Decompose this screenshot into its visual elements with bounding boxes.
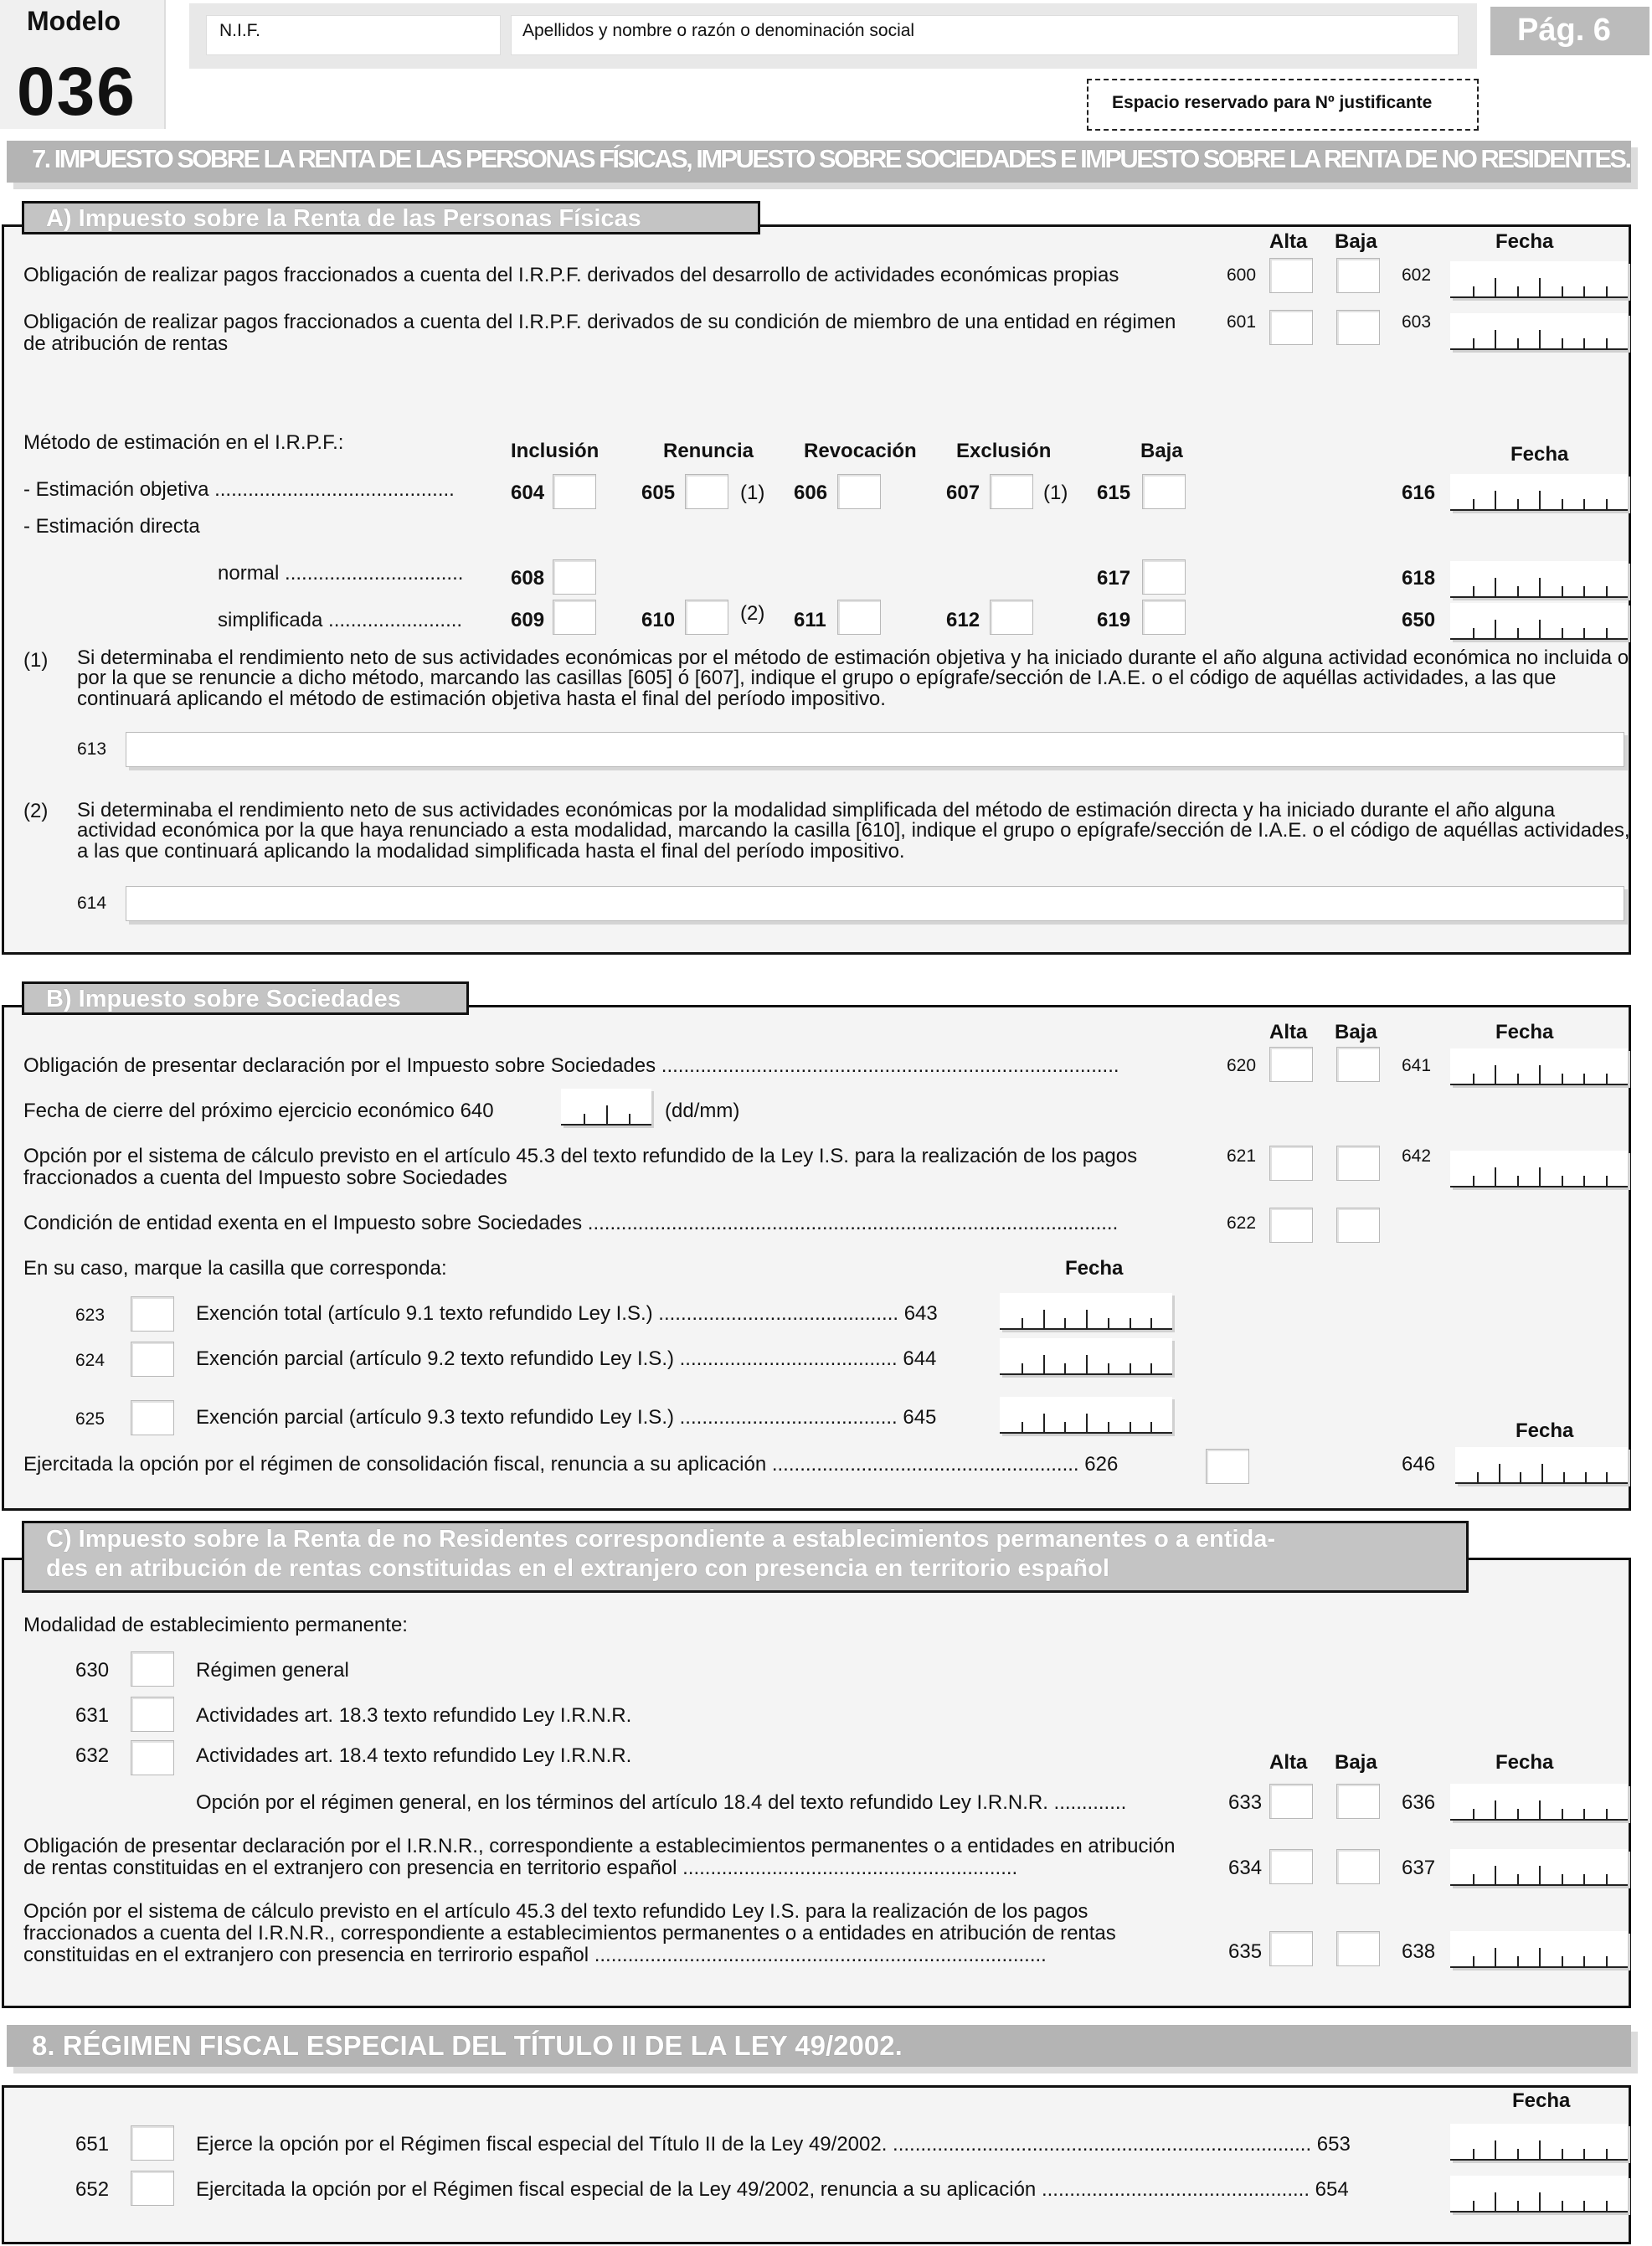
date-field-603[interactable] xyxy=(1450,313,1628,350)
date-tick xyxy=(1562,1809,1563,1819)
date-tick xyxy=(1539,278,1541,296)
directa-label: - Estimación directa xyxy=(23,515,200,538)
note-ref-605: (1) xyxy=(740,482,765,504)
revocacion-header: Revocación xyxy=(804,440,917,462)
date-tick xyxy=(1562,1176,1563,1186)
date-tick xyxy=(1606,1074,1608,1084)
code-642: 642 xyxy=(1402,1146,1432,1166)
date-tick xyxy=(1473,499,1474,509)
date-tick xyxy=(1606,2149,1608,2159)
date-tick xyxy=(1517,1874,1519,1884)
date-tick xyxy=(1583,628,1585,638)
checkbox-baja-633[interactable] xyxy=(1336,1784,1380,1819)
a-row1-text: Obligación de realizar pagos fraccionados a cuenta del I.R.P.F. derivados del desarrollo de actividades económicas propias xyxy=(23,264,1119,286)
code-618: 618 xyxy=(1402,567,1436,590)
b-fecha-exencion-header: Fecha xyxy=(1065,1257,1124,1280)
checkbox-624[interactable] xyxy=(131,1342,174,1377)
code-622: 622 xyxy=(1227,1213,1257,1233)
code-630: 630 xyxy=(75,1659,110,1682)
exclusion-header: Exclusión xyxy=(956,440,1052,462)
exencion-total-text: Exención total (artículo 9.1 texto refundido Ley I.S.) ........................................... 643 xyxy=(196,1302,938,1325)
alta-header: Alta xyxy=(1269,230,1308,253)
date-tick xyxy=(1495,578,1496,596)
checkbox-baja-620[interactable] xyxy=(1336,1047,1380,1082)
date-tick xyxy=(1562,1874,1563,1884)
date-tick xyxy=(1606,2201,1608,2211)
code-636: 636 xyxy=(1402,1791,1436,1814)
date-field-637[interactable] xyxy=(1450,1849,1628,1886)
checkbox-608[interactable] xyxy=(553,559,596,595)
code-612: 612 xyxy=(946,609,980,631)
date-tick xyxy=(1064,1363,1066,1373)
date-tick xyxy=(1585,1472,1587,1482)
date-tick xyxy=(1562,286,1563,296)
code-600: 600 xyxy=(1227,265,1257,285)
checkbox-605[interactable] xyxy=(685,474,728,509)
checkbox-604[interactable] xyxy=(553,474,596,509)
date-tick xyxy=(1473,2149,1474,2159)
code-633: 633 xyxy=(1228,1791,1263,1814)
date-field-602[interactable] xyxy=(1450,261,1628,298)
date-tick xyxy=(1473,286,1474,296)
date-field-642[interactable] xyxy=(1450,1151,1628,1187)
b-fecha-consolidacion-header: Fecha xyxy=(1516,1419,1574,1442)
date-tick xyxy=(1539,1800,1541,1819)
checkbox-607[interactable] xyxy=(990,474,1033,509)
code-637: 637 xyxy=(1402,1857,1436,1879)
date-field-645[interactable] xyxy=(1000,1397,1172,1434)
code-609: 609 xyxy=(511,609,545,631)
baja-method-header: Baja xyxy=(1140,440,1183,462)
checkbox-baja-601[interactable] xyxy=(1336,310,1380,345)
date-tick xyxy=(1064,1422,1066,1432)
marque-label: En su caso, marque la casilla que corresponda: xyxy=(23,1257,447,1280)
checkbox-615[interactable] xyxy=(1142,474,1186,509)
code-635: 635 xyxy=(1228,1940,1263,1963)
code-610: 610 xyxy=(641,609,676,631)
date-tick xyxy=(1517,2149,1519,2159)
date-tick xyxy=(1517,586,1519,596)
date-tick xyxy=(629,1114,630,1124)
date-tick xyxy=(1022,1318,1023,1328)
code-604: 604 xyxy=(511,482,545,504)
model-number: 036 xyxy=(17,54,136,130)
date-tick xyxy=(1520,1472,1521,1482)
b-alta-header: Alta xyxy=(1269,1021,1308,1043)
code-651: 651 xyxy=(75,2133,110,2156)
date-tick xyxy=(1495,1800,1496,1819)
note-ref-607: (1) xyxy=(1043,482,1068,504)
date-tick xyxy=(1606,628,1608,638)
date-tick xyxy=(1130,1363,1131,1373)
date-field-654[interactable] xyxy=(1450,2176,1628,2213)
b-fecha-header: Fecha xyxy=(1495,1021,1554,1043)
date-tick xyxy=(1495,1866,1496,1884)
checkbox-609[interactable] xyxy=(553,600,596,635)
c-fecha-header: Fecha xyxy=(1495,1751,1554,1774)
checkbox-634[interactable] xyxy=(1269,1849,1313,1884)
date-tick xyxy=(1539,2192,1541,2211)
date-tick xyxy=(1130,1318,1131,1328)
code-652: 652 xyxy=(75,2178,110,2201)
checkbox-619[interactable] xyxy=(1142,600,1186,635)
date-tick xyxy=(1086,1355,1088,1373)
checkbox-611[interactable] xyxy=(837,600,881,635)
r652-text: Ejercitada la opción por el Régimen fiscal especial de la Ley 49/2002, renuncia a su aplicación ................................................ 654 xyxy=(196,2178,1349,2201)
date-tick xyxy=(1539,578,1541,596)
b-row1-text: Obligación de presentar declaración por el Impuesto sobre Sociedades .................................................................................. xyxy=(23,1054,1119,1077)
note-1-text: Si determinaba el rendimiento neto de sus actividades económicas por el método de estimación objetiva y ha iniciado durante el año alguna actividad económica no incluida o por la que se renuncie a dicho método, marcando las casillas [605] ó [607], indique el grupo o epígrafe/sección de I.A.E. o el código de aquéllas actividades, a las que continuará aplicando el método de estimación objetiva hasta el final del período impositivo. xyxy=(77,646,1629,710)
code-631: 631 xyxy=(75,1704,110,1727)
note-1-marker: (1) xyxy=(23,649,49,672)
date-tick xyxy=(1495,620,1496,638)
checkbox-baja-635[interactable] xyxy=(1336,1931,1380,1966)
date-tick xyxy=(1562,1956,1563,1966)
date-tick xyxy=(1064,1318,1066,1328)
actividades-183-label: Actividades art. 18.3 texto refundido Ley I.R.N.R. xyxy=(196,1704,632,1727)
date-tick xyxy=(1606,499,1608,509)
code-606: 606 xyxy=(794,482,828,504)
date-tick xyxy=(1539,2140,1541,2159)
note-2-text: Si determinaba el rendimiento neto de sus actividades económicas por la modalidad simplificada del método de estimación directa y ha iniciado durante el año alguna actividad económica por la que haya renunciado a esta modalidad, marcando la casilla [610], indique el grupo o epígrafe/sección de I.A.E. o el código de aquéllas actividades, a las que continuará aplicando la modalidad simplificada hasta el final del período impositivo. xyxy=(77,799,1630,863)
date-tick xyxy=(1562,2201,1563,2211)
exencion-parcial-93-text: Exención parcial (artículo 9.3 texto refundido Ley I.S.) ....................................... 645 xyxy=(196,1406,937,1429)
date-tick xyxy=(1473,628,1474,638)
date-tick xyxy=(1606,286,1608,296)
code-607: 607 xyxy=(946,482,980,504)
b-row2-text: Fecha de cierre del próximo ejercicio económico 640 xyxy=(23,1100,494,1122)
exencion-parcial-92-text: Exención parcial (artículo 9.2 texto refundido Ley I.S.) ....................................... 644 xyxy=(196,1347,937,1370)
date-tick xyxy=(1043,1310,1045,1328)
date-tick xyxy=(1517,1176,1519,1186)
date-field-636[interactable] xyxy=(1450,1784,1628,1821)
date-tick xyxy=(1473,1956,1474,1966)
section-c-tab xyxy=(22,1521,1469,1593)
date-tick xyxy=(1606,586,1608,596)
b-baja-header: Baja xyxy=(1335,1021,1377,1043)
c-calculo-text: Opción por el sistema de cálculo previsto en el artículo 45.3 del texto refundido Ley I.S. para la realización de los pagos fraccionados a cuenta del I.R.N.R., correspondiente a establecimientos permanentes o a entidades en atribución de rentas constituidas en el extranjero con presencia en terrirorio español ................................................................................. xyxy=(23,1900,1116,1966)
checkbox-baja-622[interactable] xyxy=(1336,1208,1380,1243)
date-tick xyxy=(1606,1874,1608,1884)
code-625: 625 xyxy=(75,1409,106,1429)
a-row2-text: Obligación de realizar pagos fraccionados a cuenta del I.R.P.F. derivados de su condición de miembro de una entidad en régimen de atribución de rentas xyxy=(23,311,1176,355)
nif-label: N.I.F. xyxy=(219,21,261,40)
date-tick xyxy=(1606,1809,1608,1819)
checkbox-baja-621[interactable] xyxy=(1336,1146,1380,1181)
date-tick xyxy=(1473,1074,1474,1084)
date-tick xyxy=(1108,1363,1109,1373)
date-tick xyxy=(1086,1414,1088,1432)
date-tick xyxy=(1583,1176,1585,1186)
date-tick xyxy=(1108,1318,1109,1328)
regimen-general-label: Régimen general xyxy=(196,1659,349,1682)
date-tick xyxy=(1043,1414,1045,1432)
page-label: Pág. 6 xyxy=(1517,13,1611,48)
date-field-643[interactable] xyxy=(1000,1293,1172,1330)
date-tick xyxy=(1562,586,1563,596)
date-tick xyxy=(1499,1464,1500,1482)
date-tick xyxy=(1539,1866,1541,1884)
date-tick xyxy=(1606,1176,1608,1186)
date-tick xyxy=(1473,1874,1474,1884)
date-tick xyxy=(1517,1956,1519,1966)
date-tick xyxy=(1539,1167,1541,1186)
code-632: 632 xyxy=(75,1744,110,1767)
section-c-tab-line1: C) Impuesto sobre la Renta de no Residentes correspondiente a establecimientos permanentes o a entida- xyxy=(46,1526,1276,1553)
metodo-label: Método de estimación en el I.R.P.F.: xyxy=(23,431,344,454)
model-label: Modelo xyxy=(27,6,121,36)
date-tick xyxy=(1108,1422,1109,1432)
section-a-tab: A) Impuesto sobre la Renta de las Personas Físicas xyxy=(22,201,760,234)
date-field-646[interactable] xyxy=(1455,1447,1628,1484)
date-tick xyxy=(1539,491,1541,509)
code-602: 602 xyxy=(1402,265,1432,285)
date-tick xyxy=(1495,1948,1496,1966)
date-field-618[interactable] xyxy=(1450,561,1628,598)
checkbox-baja-600[interactable] xyxy=(1336,258,1380,293)
date-field-653[interactable] xyxy=(1450,2124,1628,2161)
checkbox-632[interactable] xyxy=(131,1740,174,1775)
date-tick xyxy=(1517,1074,1519,1084)
date-tick xyxy=(584,1114,585,1124)
checkbox-612[interactable] xyxy=(990,600,1033,635)
field-614[interactable] xyxy=(126,886,1624,921)
code-641: 641 xyxy=(1402,1056,1432,1075)
checkbox-621[interactable] xyxy=(1269,1146,1313,1181)
checkbox-622[interactable] xyxy=(1269,1208,1313,1243)
checkbox-baja-634[interactable] xyxy=(1336,1849,1380,1884)
actividades-184-label: Actividades art. 18.4 texto refundido Ley I.R.N.R. xyxy=(196,1744,632,1767)
date-tick xyxy=(1606,1472,1608,1482)
checkbox-620[interactable] xyxy=(1269,1047,1313,1082)
date-tick xyxy=(1562,338,1563,348)
date-tick xyxy=(1150,1422,1152,1432)
baja-header: Baja xyxy=(1335,230,1377,253)
date-tick xyxy=(1495,2192,1496,2211)
checkbox-633[interactable] xyxy=(1269,1784,1313,1819)
objetiva-label: - Estimación objetiva ........................................... xyxy=(23,478,455,501)
date-tick xyxy=(1583,1956,1585,1966)
date-field-616[interactable] xyxy=(1450,474,1628,511)
date-tick xyxy=(1606,338,1608,348)
code-615: 615 xyxy=(1097,482,1131,504)
date-tick xyxy=(1583,286,1585,296)
date-field-641[interactable] xyxy=(1450,1048,1628,1085)
renuncia-header: Renuncia xyxy=(663,440,754,462)
date-tick xyxy=(1022,1422,1023,1432)
date-tick xyxy=(1517,338,1519,348)
normal-label: normal ................................ xyxy=(218,562,464,585)
date-tick xyxy=(1539,330,1541,348)
date-tick xyxy=(1086,1310,1088,1328)
code-613: 613 xyxy=(77,739,107,759)
code-605: 605 xyxy=(641,482,676,504)
note-ref-610: (2) xyxy=(740,602,765,625)
date-tick xyxy=(1043,1355,1045,1373)
c-baja-header: Baja xyxy=(1335,1751,1377,1774)
simplificada-label: simplificada ........................ xyxy=(218,609,463,631)
code-623: 623 xyxy=(75,1306,106,1325)
section-7-title: 7. IMPUESTO SOBRE LA RENTA DE LAS PERSONAS FÍSICAS, IMPUESTO SOBRE SOCIEDADES E IMPUESTO SOBRE LA RENTA DE NO RESIDENTES. xyxy=(7,141,1631,183)
date-field-644[interactable] xyxy=(1000,1338,1172,1375)
checkbox-617[interactable] xyxy=(1142,559,1186,595)
code-616: 616 xyxy=(1402,482,1436,504)
section-8-title: 8. RÉGIMEN FISCAL ESPECIAL DEL TÍTULO II DE LA LEY 49/2002. xyxy=(7,2025,1631,2067)
date-field-638[interactable] xyxy=(1450,1931,1628,1968)
checkbox-601[interactable] xyxy=(1269,310,1313,345)
date-tick xyxy=(1562,2149,1563,2159)
ddmm-label: (dd/mm) xyxy=(665,1100,740,1122)
date-field-640[interactable] xyxy=(561,1089,651,1126)
c-obligacion-text: Obligación de presentar declaración por el I.R.N.R., correspondiente a establecimientos permanentes o a entidades en atribución de rentas constituidas en el extranjero con presencia en territorio español ............................................................ xyxy=(23,1835,1176,1879)
date-tick xyxy=(1562,1074,1563,1084)
code-638: 638 xyxy=(1402,1940,1436,1963)
b-row4-text: Condición de entidad exenta en el Impuesto sobre Sociedades ............................................................................................... xyxy=(23,1212,1119,1234)
checkbox-623[interactable] xyxy=(131,1296,174,1332)
code-646: 646 xyxy=(1402,1453,1436,1476)
code-617: 617 xyxy=(1097,567,1131,590)
date-tick xyxy=(1473,2201,1474,2211)
code-614: 614 xyxy=(77,894,107,913)
date-field-650[interactable] xyxy=(1450,603,1628,640)
checkbox-610[interactable] xyxy=(685,600,728,635)
code-611: 611 xyxy=(794,609,826,631)
date-tick xyxy=(1517,1809,1519,1819)
date-tick xyxy=(1473,1809,1474,1819)
modalidad-label: Modalidad de establecimiento permanente: xyxy=(23,1614,408,1636)
section-c-tab-line2: des en atribución de rentas constituidas en el extranjero con presencia en territorio español xyxy=(46,1554,1109,1582)
date-tick xyxy=(1495,330,1496,348)
checkbox-635[interactable] xyxy=(1269,1931,1313,1966)
section-8 xyxy=(2,2085,1631,2244)
checkbox-626[interactable] xyxy=(1206,1449,1249,1484)
date-tick xyxy=(1517,2201,1519,2211)
date-tick xyxy=(1562,628,1563,638)
date-tick xyxy=(1583,2201,1585,2211)
date-tick xyxy=(606,1105,608,1124)
date-tick xyxy=(1541,1464,1543,1482)
date-tick xyxy=(1495,1167,1496,1186)
fecha-method-header: Fecha xyxy=(1510,443,1569,466)
code-608: 608 xyxy=(511,567,545,590)
date-tick xyxy=(1539,1948,1541,1966)
code-619: 619 xyxy=(1097,609,1131,631)
code-650: 650 xyxy=(1402,609,1436,631)
checkbox-600[interactable] xyxy=(1269,258,1313,293)
date-tick xyxy=(1563,1472,1565,1482)
date-tick xyxy=(1583,1874,1585,1884)
consolidacion-text: Ejercitada la opción por el régimen de consolidación fiscal, renuncia a su aplicación ....................................................... 626 xyxy=(23,1453,1119,1476)
date-tick xyxy=(1495,2140,1496,2159)
date-tick xyxy=(1517,499,1519,509)
code-624: 624 xyxy=(75,1351,106,1370)
date-tick xyxy=(1473,1176,1474,1186)
field-613[interactable] xyxy=(126,732,1624,767)
date-tick xyxy=(1495,1065,1496,1084)
date-tick xyxy=(1473,338,1474,348)
date-tick xyxy=(1583,499,1585,509)
date-tick xyxy=(1150,1363,1152,1373)
code-634: 634 xyxy=(1228,1857,1263,1879)
date-tick xyxy=(1583,338,1585,348)
code-601: 601 xyxy=(1227,312,1257,332)
b-row3-text: Opción por el sistema de cálculo previsto en el artículo 45.3 del texto refundido de la Ley I.S. para la realización de los pagos fraccionados a cuenta del Impuesto sobre Sociedades xyxy=(23,1145,1138,1189)
checkbox-651[interactable] xyxy=(131,2125,174,2161)
checkbox-630[interactable] xyxy=(131,1651,174,1687)
date-tick xyxy=(1473,586,1474,596)
date-tick xyxy=(1539,620,1541,638)
date-tick xyxy=(1130,1422,1131,1432)
r651-text: Ejerce la opción por el Régimen fiscal especial del Título II de la Ley 49/2002. ........................................................................... 653 xyxy=(196,2133,1351,2156)
code-621: 621 xyxy=(1227,1146,1257,1166)
name-label: Apellidos y nombre o razón o denominación social xyxy=(522,21,915,40)
checkbox-625[interactable] xyxy=(131,1400,174,1435)
date-tick xyxy=(1150,1318,1152,1328)
checkbox-606[interactable] xyxy=(837,474,881,509)
date-tick xyxy=(1495,278,1496,296)
date-tick xyxy=(1583,1809,1585,1819)
checkbox-631[interactable] xyxy=(131,1697,174,1732)
date-tick xyxy=(1606,1956,1608,1966)
justificante-label: Espacio reservado para Nº justificante xyxy=(1112,93,1433,112)
date-tick xyxy=(1517,286,1519,296)
date-tick xyxy=(1562,499,1563,509)
checkbox-652[interactable] xyxy=(131,2171,174,2206)
opcion-184-text: Opción por el régimen general, en los términos del artículo 18.4 del texto refundido Ley I.R.N.R. ............. xyxy=(196,1791,1127,1814)
s8-fecha-header: Fecha xyxy=(1512,2089,1571,2112)
date-tick xyxy=(1583,586,1585,596)
date-tick xyxy=(1583,1074,1585,1084)
inclusion-header: Inclusión xyxy=(511,440,600,462)
date-tick xyxy=(1495,491,1496,509)
date-tick xyxy=(1539,1065,1541,1084)
note-2-marker: (2) xyxy=(23,800,49,822)
date-tick xyxy=(1583,2149,1585,2159)
date-tick xyxy=(1517,628,1519,638)
section-b-tab: B) Impuesto sobre Sociedades xyxy=(22,981,469,1015)
date-tick xyxy=(1477,1472,1479,1482)
date-tick xyxy=(1022,1363,1023,1373)
code-603: 603 xyxy=(1402,312,1432,332)
c-alta-header: Alta xyxy=(1269,1751,1308,1774)
code-620: 620 xyxy=(1227,1056,1257,1075)
fecha-header: Fecha xyxy=(1495,230,1554,253)
